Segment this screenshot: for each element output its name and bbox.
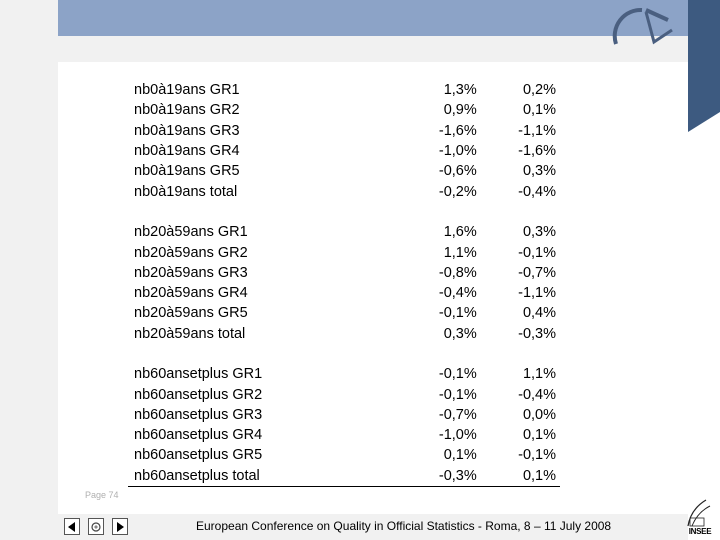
row-label: nb60ansetplus GR3 [134, 406, 263, 423]
row-spacer [128, 344, 560, 364]
row-value-2: 0,1% [477, 466, 560, 487]
left-strip [0, 0, 58, 514]
data-table [128, 80, 560, 487]
row-label: nb20à59ans GR2 [134, 244, 248, 261]
table-row [128, 181, 560, 201]
row-value-1: -0,3% [382, 466, 477, 487]
header-banner [58, 0, 688, 36]
row-value-1: 0,1% [443, 447, 477, 464]
row-label: nb60ansetplus total [128, 466, 382, 487]
row-value-2: -0,1% [518, 244, 556, 261]
row-value-2: -0,4% [518, 183, 556, 200]
row-label: nb60ansetplus GR4 [134, 427, 263, 444]
row-value-2: 0,4% [522, 305, 556, 322]
insee-label: INSEE [688, 527, 712, 536]
row-value-2: 0,1% [522, 427, 556, 444]
row-value-2: 0,0% [522, 406, 556, 423]
table-row [128, 121, 560, 141]
footer-text: European Conference on Quality in Official Statistics - Roma, 8 – 11 July 2008 [196, 519, 612, 533]
row-value-2: 0,1% [522, 102, 556, 119]
row-value-2: -1,1% [518, 122, 556, 139]
table-row [128, 425, 560, 445]
row-value-1: -0,1% [438, 366, 477, 383]
row-label: nb0à19ans GR1 [134, 82, 240, 99]
row-label: nb20à59ans GR5 [134, 305, 248, 322]
row-value-1: -0,4% [438, 285, 477, 302]
pie-chart-logo-icon [606, 4, 680, 48]
table-row [128, 324, 560, 344]
row-value-2: -0,4% [518, 386, 556, 403]
table-row [128, 364, 560, 384]
table-row [128, 405, 560, 425]
previous-slide-button[interactable] [64, 518, 80, 535]
row-value-2: 1,1% [522, 366, 556, 383]
row-label: nb20à59ans total [134, 325, 246, 342]
row-value-2: 0,3% [522, 163, 556, 180]
table-row [128, 384, 560, 404]
table-row [128, 466, 560, 487]
header-subbanner [58, 36, 688, 62]
row-label: nb60ansetplus GR2 [134, 386, 263, 403]
row-label: nb0à19ans GR4 [134, 143, 240, 160]
row-value-1: -1,0% [438, 427, 477, 444]
row-value-1: -0,6% [438, 163, 477, 180]
table-row [128, 161, 560, 181]
row-value-1: 0,3% [443, 325, 477, 342]
row-label: nb20à59ans GR3 [134, 264, 248, 281]
row-value-1: -0,1% [438, 305, 477, 322]
table-row [128, 80, 560, 100]
row-label: nb20à59ans GR1 [134, 224, 248, 241]
row-value-1: 1,6% [443, 224, 477, 241]
row-value-1: -0,2% [438, 183, 477, 200]
table-row [128, 263, 560, 283]
table-row [128, 445, 560, 465]
row-value-1: -0,7% [438, 406, 477, 423]
next-slide-button[interactable] [112, 518, 128, 535]
table-row [128, 303, 560, 323]
row-value-1: -1,0% [438, 143, 477, 160]
row-label: nb60ansetplus GR5 [134, 447, 263, 464]
row-value-2: -1,1% [518, 285, 556, 302]
right-accent-bar [688, 0, 720, 540]
row-value-1: -0,8% [438, 264, 477, 281]
row-value-2: -1,6% [518, 143, 556, 160]
left-triangle-icon [68, 522, 76, 532]
row-value-2: -0,3% [518, 325, 556, 342]
row-value-1: 0,9% [443, 102, 477, 119]
row-label: nb0à19ans total [134, 183, 238, 200]
page-number: Page 74 [85, 490, 119, 500]
table-row [128, 222, 560, 242]
row-value-2: 0,3% [522, 224, 556, 241]
home-button[interactable] [88, 518, 104, 535]
table-row [128, 141, 560, 161]
row-value-2: -0,1% [518, 447, 556, 464]
row-value-1: 1,1% [443, 244, 477, 261]
table-row [128, 100, 560, 120]
row-value-2: 0,2% [522, 82, 556, 99]
row-label: nb0à19ans GR5 [134, 163, 240, 180]
right-triangle-icon [116, 522, 124, 532]
table-row [128, 283, 560, 303]
row-spacer [128, 202, 560, 222]
row-label: nb0à19ans GR2 [134, 102, 240, 119]
home-icon [90, 521, 102, 533]
row-value-2: -0,7% [518, 264, 556, 281]
row-label: nb20à59ans GR4 [134, 285, 248, 302]
row-value-1: -1,6% [438, 122, 477, 139]
row-label: nb0à19ans GR3 [134, 122, 240, 139]
table-row [128, 242, 560, 262]
row-value-1: -0,1% [438, 386, 477, 403]
row-value-1: 1,3% [443, 82, 477, 99]
row-label: nb60ansetplus GR1 [134, 366, 263, 383]
